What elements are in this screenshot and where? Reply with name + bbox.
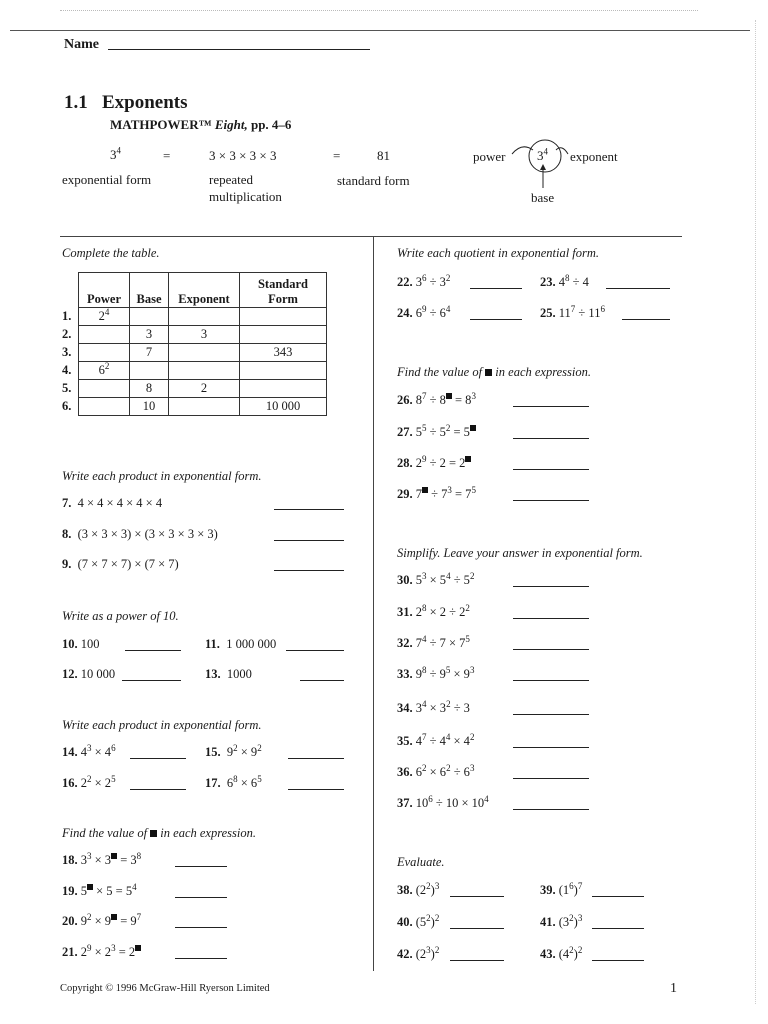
cell-power[interactable] xyxy=(79,344,130,362)
cell-standard[interactable]: 343 xyxy=(240,344,327,362)
cell-exponent[interactable] xyxy=(169,398,240,416)
section-number: 1.1 xyxy=(64,92,88,113)
answer-8[interactable] xyxy=(274,530,344,541)
instruction-quotient: Write each quotient in exponential form. xyxy=(397,246,600,260)
black-square-icon xyxy=(150,830,157,837)
answer-32[interactable] xyxy=(513,639,589,650)
problem-40: 40. $(5^2)^2$ xyxy=(397,912,440,929)
base-arrowhead xyxy=(540,164,546,170)
black-square-icon xyxy=(135,945,141,951)
answer-27[interactable] xyxy=(513,428,589,439)
problem-21: 21. $2^9 \times 2^3 = 2$ xyxy=(62,945,141,960)
problem-33: 33. $9^8 \div 9^5 \times 9^3$ xyxy=(397,664,475,681)
cell-power[interactable] xyxy=(79,326,130,344)
cell-power[interactable]: $6^2$ xyxy=(79,362,130,380)
answer-39[interactable] xyxy=(592,886,644,897)
cell-power[interactable] xyxy=(79,380,130,398)
instruction-product-1: Write each product in exponential form. xyxy=(62,469,262,483)
cell-base[interactable]: 10 xyxy=(130,398,169,416)
problem-7: 7. 4 × 4 × 4 × 4 × 4 xyxy=(62,496,163,510)
problem-16: 16. $2^2 \times 2^5$ xyxy=(62,773,116,790)
answer-21[interactable] xyxy=(175,948,227,959)
answer-36[interactable] xyxy=(513,768,589,779)
section-title xyxy=(64,92,188,114)
instruction-evaluate: Evaluate. xyxy=(397,855,445,869)
cell-base[interactable]: 3 xyxy=(130,326,169,344)
answer-22[interactable] xyxy=(470,278,522,289)
answer-26[interactable] xyxy=(513,396,589,407)
label-multiplication: multiplication xyxy=(209,189,282,204)
cell-exponent[interactable] xyxy=(169,362,240,380)
power-table xyxy=(62,272,327,416)
problem-23: 23. $4^8 \div 4$ xyxy=(540,272,589,289)
answer-16[interactable] xyxy=(130,779,186,790)
label-exponential-form: exponential form xyxy=(62,172,152,187)
table-header-row xyxy=(62,273,327,308)
black-square-icon xyxy=(465,456,471,462)
copyright: Copyright © 1996 McGraw-Hill Ryerson Limited xyxy=(60,983,270,994)
answer-12[interactable] xyxy=(122,670,181,681)
cell-power[interactable] xyxy=(79,398,130,416)
black-square-icon xyxy=(87,884,93,890)
top-rule xyxy=(10,30,750,31)
answer-28[interactable] xyxy=(513,459,589,470)
cell-standard[interactable] xyxy=(240,308,327,326)
table-row: 2. 3 3 xyxy=(62,326,327,344)
answer-14[interactable] xyxy=(130,748,186,759)
top-dotted-edge xyxy=(60,10,698,11)
problem-13: 13. 1000 xyxy=(205,667,252,681)
table-row: 6. 10 10 000 xyxy=(62,398,327,416)
exponent-arrow xyxy=(556,148,568,154)
problem-14: 14. $4^3 \times 4^6$ xyxy=(62,742,116,759)
right-dotted-edge xyxy=(755,20,756,1004)
problem-37: 37. $10^6 \div 10 \times 10^4$ xyxy=(397,793,489,810)
table-row: 4. $6^2$ xyxy=(62,362,327,380)
table-row: 5. 8 2 xyxy=(62,380,327,398)
problem-35: 35. $4^7 \div 4^4 \times 4^2$ xyxy=(397,731,475,748)
problem-22: 22. $3^6 \div 3^2$ xyxy=(397,272,451,289)
label-standard-form: standard form xyxy=(337,173,410,188)
section-divider xyxy=(60,236,682,237)
problem-42: 42. $(2^3)^2$ xyxy=(397,944,440,961)
black-square-icon xyxy=(446,393,452,399)
answer-11[interactable] xyxy=(286,640,344,651)
problem-19: 19. $5 \times 5 = 5^4$ xyxy=(62,881,137,898)
answer-34[interactable] xyxy=(513,704,589,715)
cell-standard[interactable] xyxy=(240,326,327,344)
page-number: 1 xyxy=(670,981,677,996)
diagram-power-value: $3^4$ xyxy=(537,146,548,163)
problem-9: 9. (7 × 7 × 7) × (7 × 7) xyxy=(62,557,179,571)
instruction-value-2: Find the value of in each expression. xyxy=(397,365,591,379)
problem-15: 15. $9^2 \times 9^2$ xyxy=(205,742,262,759)
answer-40[interactable] xyxy=(450,918,504,929)
source-reference xyxy=(110,117,291,133)
answer-13[interactable] xyxy=(300,670,344,681)
section-name: Exponents xyxy=(102,92,188,113)
problem-26: 26. $8^7 \div 8 = 8^3$ xyxy=(397,390,476,407)
example-equals-2: = xyxy=(333,148,341,163)
instruction-simplify: Simplify. Leave your answer in exponential form. xyxy=(397,546,643,560)
problem-31: 31. $2^8 \times 2 \div 2^2$ xyxy=(397,602,470,619)
problem-36: 36. $6^2 \times 6^2 \div 6^3$ xyxy=(397,762,475,779)
problem-10: 10. 100 xyxy=(62,637,100,651)
problem-29: 29. $7 \div 7^3 = 7^5$ xyxy=(397,484,476,501)
black-square-icon xyxy=(485,369,492,376)
diagram-power-label: power xyxy=(473,149,506,164)
power-diagram-svg xyxy=(470,136,670,216)
black-square-icon xyxy=(111,853,117,859)
problem-41: 41. $(3^2)^3$ xyxy=(540,912,583,929)
cell-standard[interactable]: 10 000 xyxy=(240,398,327,416)
column-divider xyxy=(373,236,374,971)
answer-29[interactable] xyxy=(513,490,589,501)
cell-base[interactable]: 7 xyxy=(130,344,169,362)
answer-35[interactable] xyxy=(513,737,589,748)
header-power: Power xyxy=(79,273,130,308)
answer-31[interactable] xyxy=(513,608,589,619)
answer-17[interactable] xyxy=(288,779,344,790)
power-diagram xyxy=(470,136,670,216)
problem-27: 27. $5^5 \div 5^2 = 5$ xyxy=(397,425,476,440)
problem-39: 39. $(1^6)^7$ xyxy=(540,880,583,897)
answer-24[interactable] xyxy=(470,309,522,320)
answer-25[interactable] xyxy=(622,309,670,320)
cell-standard[interactable] xyxy=(240,362,327,380)
problem-28: 28. $2^9 \div 2 = 2$ xyxy=(397,456,471,471)
answer-42[interactable] xyxy=(450,950,504,961)
example-power: $3^4$ xyxy=(110,145,121,162)
cell-standard[interactable] xyxy=(240,380,327,398)
problem-12: 12. 10 000 xyxy=(62,667,116,681)
diagram-exponent-label: exponent xyxy=(570,149,618,164)
example-standard: 81 xyxy=(377,148,390,163)
answer-19[interactable] xyxy=(175,887,227,898)
answer-9[interactable] xyxy=(274,560,344,571)
header-exponent: Exponent xyxy=(169,273,240,308)
answer-37[interactable] xyxy=(513,799,589,810)
problem-20: 20. $9^2 \times 9 = 9^7$ xyxy=(62,911,142,928)
table-row: 3. 7 343 xyxy=(62,344,327,362)
name-field-line[interactable] xyxy=(108,49,370,50)
problem-30: 30. $5^3 \times 5^4 \div 5^2$ xyxy=(397,570,475,587)
answer-15[interactable] xyxy=(288,748,344,759)
problem-25: 25. $11^7 \div 11^6$ xyxy=(540,303,605,320)
instruction-power-of-10: Write as a power of 10. xyxy=(62,609,179,623)
problem-17: 17. $6^8 \times 6^5$ xyxy=(205,773,262,790)
answer-7[interactable] xyxy=(274,499,344,510)
cell-power[interactable]: $2^4$ xyxy=(79,308,130,326)
cell-exponent[interactable] xyxy=(169,308,240,326)
cell-exponent[interactable]: 3 xyxy=(169,326,240,344)
cell-base[interactable] xyxy=(130,308,169,326)
cell-base[interactable]: 8 xyxy=(130,380,169,398)
answer-33[interactable] xyxy=(513,670,589,681)
diagram-base-label: base xyxy=(531,190,555,205)
problem-38: 38. $(2^2)^3$ xyxy=(397,880,440,897)
answer-38[interactable] xyxy=(450,886,504,897)
table-row: 1. $2^4$ xyxy=(62,308,327,326)
black-square-icon xyxy=(422,487,428,493)
black-square-icon xyxy=(470,425,476,431)
header-standard-form: Standard Form xyxy=(240,273,327,308)
source-pages: pp. 4–6 xyxy=(250,117,292,132)
cell-base[interactable] xyxy=(130,362,169,380)
problem-24: 24. $6^9 \div 6^4$ xyxy=(397,303,451,320)
cell-exponent[interactable] xyxy=(169,344,240,362)
problem-18: 18. $3^3 \times 3 = 3^8$ xyxy=(62,850,142,867)
example-equals-1: = xyxy=(163,148,171,163)
answer-23[interactable] xyxy=(606,278,670,289)
header-base: Base xyxy=(130,273,169,308)
black-square-icon xyxy=(111,914,117,920)
answer-18[interactable] xyxy=(175,856,227,867)
problem-8: 8. (3 × 3 × 3) × (3 × 3 × 3 × 3) xyxy=(62,527,218,541)
problem-34: 34. $3^4 \times 3^2 \div 3$ xyxy=(397,698,470,715)
instruction-product-2: Write each product in exponential form. xyxy=(62,718,262,732)
instruction-complete-table: Complete the table. xyxy=(62,246,160,260)
name-label: Name xyxy=(64,37,99,52)
answer-10[interactable] xyxy=(125,640,181,651)
problem-32: 32. $7^4 \div 7 \times 7^5$ xyxy=(397,633,470,650)
label-repeated: repeated xyxy=(209,172,254,187)
answer-20[interactable] xyxy=(175,917,227,928)
answer-41[interactable] xyxy=(592,918,644,929)
instruction-value-1: Find the value of in each expression. xyxy=(62,826,256,840)
problem-11: 11. 1 000 000 xyxy=(205,637,277,651)
cell-exponent[interactable]: 2 xyxy=(169,380,240,398)
example-repeated: 3 × 3 × 3 × 3 xyxy=(209,148,277,163)
problem-43: 43. $(4^2)^2$ xyxy=(540,944,583,961)
answer-30[interactable] xyxy=(513,576,589,587)
source-book: Eight, xyxy=(214,117,248,132)
source-brand: MATHPOWER™ xyxy=(110,117,212,132)
answer-43[interactable] xyxy=(592,950,644,961)
